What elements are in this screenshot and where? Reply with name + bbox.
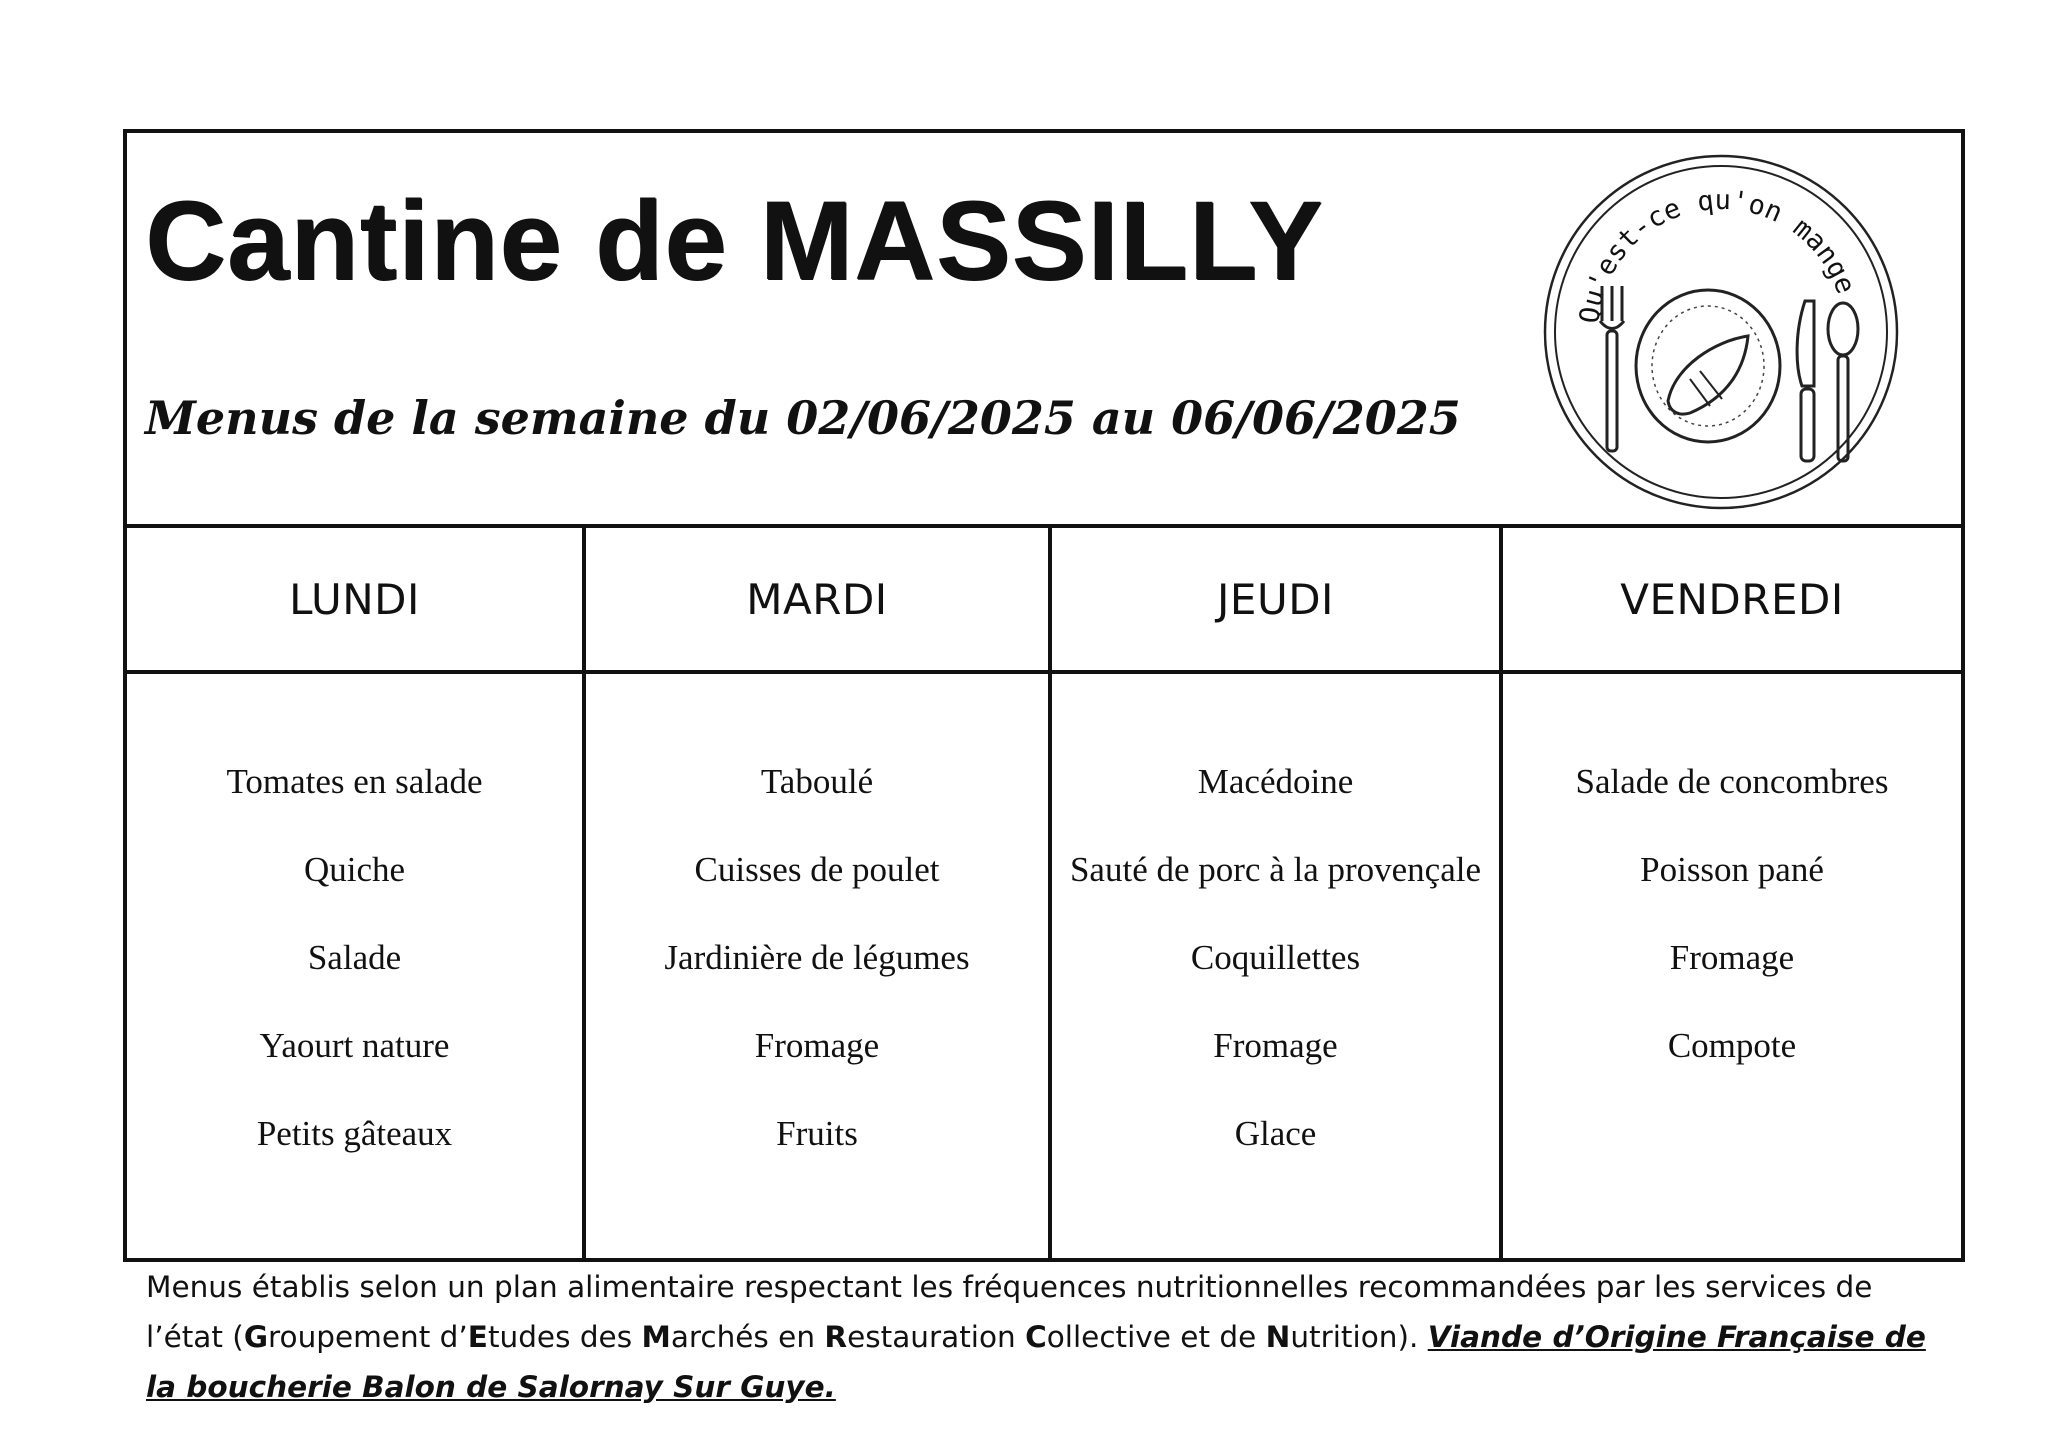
acronym-word: estauration: [847, 1320, 1026, 1354]
week-menu-grid: [127, 528, 1961, 1258]
dish-list: [1503, 674, 1961, 1112]
dish-item: Fruits: [776, 1114, 858, 1153]
nutrition-footnote: [146, 1262, 1956, 1412]
dish-item: Compote: [1667, 1026, 1797, 1065]
dish-item: Fromage: [1213, 1026, 1338, 1065]
dish-item: Petits gâteaux: [256, 1114, 453, 1153]
dish-item: Coquillettes: [1190, 938, 1361, 977]
acronym-word: roupement d’: [268, 1320, 468, 1354]
dish-item: Cuisses de poulet: [694, 850, 940, 889]
day-column-vendredi: [1503, 528, 1961, 1258]
dish-item: Taboulé: [760, 762, 874, 801]
day-header: VENDREDI: [1503, 528, 1961, 674]
acronym-letter: G: [243, 1320, 269, 1354]
week-subtitle: Menus de la semaine du 02/06/2025 au 06/06/2025: [145, 391, 1461, 445]
acronym-letter: M: [641, 1320, 671, 1354]
dish-item: Jardinière de légumes: [664, 938, 970, 977]
acronym-word: archés en: [670, 1320, 825, 1354]
plate-cutlery-logo-icon: [1540, 151, 1902, 513]
day-header: LUNDI: [127, 528, 582, 674]
dish-item: Salade: [307, 938, 402, 977]
day-header: JEUDI: [1052, 528, 1499, 674]
acronym-letter: C: [1025, 1320, 1047, 1354]
dish-item: Sauté de porc à la provençale: [1069, 850, 1482, 889]
dish-item: Fromage: [1669, 938, 1795, 977]
acronym-letter: E: [467, 1320, 488, 1354]
acronym-letter: N: [1265, 1320, 1291, 1354]
acronym-word: utrition: [1290, 1320, 1398, 1354]
menu-sheet: [123, 129, 1965, 1262]
day-column-lundi: [127, 528, 586, 1258]
acronym-word: ollective et de: [1046, 1320, 1266, 1354]
page-title: Cantine de MASSILLY: [145, 178, 1324, 303]
footnote-intro: Menus établis selon un plan alimentaire respectant les fréquences nutritionnelles recommandées par les services de l’état (: [146, 1270, 1873, 1354]
day-column-mardi: [586, 528, 1052, 1258]
acronym-letter: R: [824, 1320, 848, 1354]
footnote-close: ).: [1397, 1320, 1428, 1354]
menu-header: [127, 133, 1961, 528]
acronym-word: tudes des: [487, 1320, 642, 1354]
dish-item: Yaourt nature: [259, 1026, 450, 1065]
dish-item: Fromage: [754, 1026, 880, 1065]
dish-item: Quiche: [303, 850, 406, 889]
dish-list: [586, 674, 1048, 1200]
dish-list: [1052, 674, 1499, 1200]
dish-item: Salade de concombres: [1575, 762, 1889, 801]
day-column-jeudi: [1052, 528, 1503, 1258]
dish-item: Poisson pané: [1640, 850, 1824, 889]
logo-text: Qu'est-ce qu'on mange: [1574, 184, 1862, 326]
dish-item: Macédoine: [1197, 762, 1354, 801]
day-header: MARDI: [586, 528, 1048, 674]
meat-origin-note: Viande d’Origine Française de la boucherie Balon de Salornay Sur Guye.: [146, 1320, 1926, 1404]
dish-item: Glace: [1234, 1114, 1317, 1153]
dish-list: [127, 674, 582, 1200]
dish-item: Tomates en salade: [226, 762, 483, 801]
